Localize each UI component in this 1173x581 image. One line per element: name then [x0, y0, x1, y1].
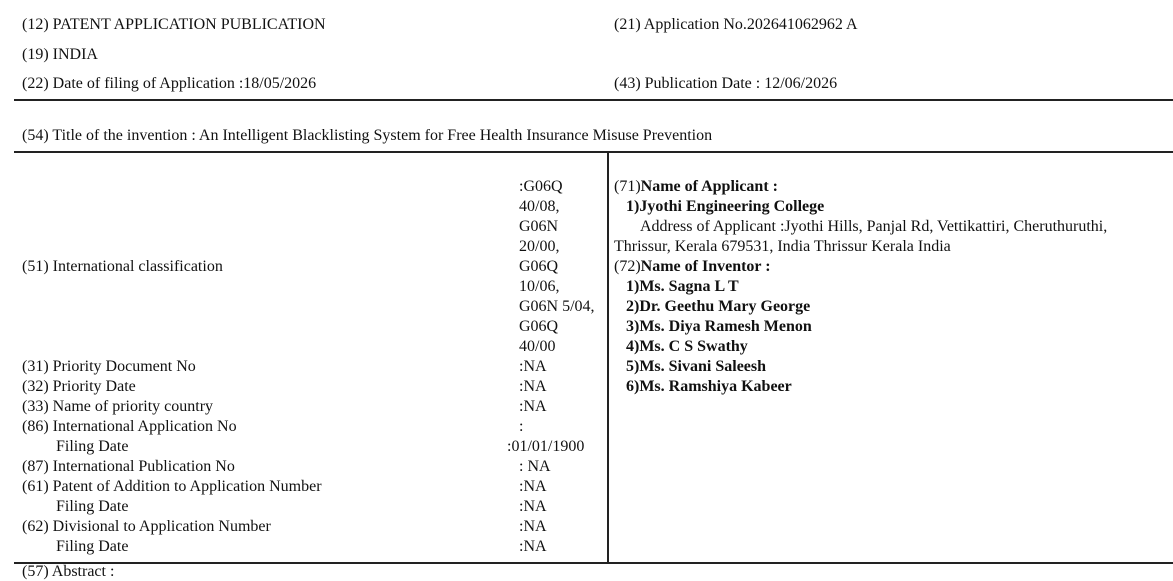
divider-title [14, 151, 1173, 153]
field-value: :NA [519, 518, 547, 535]
field-label: (87) International Publication No [22, 458, 235, 475]
field-value: : NA [519, 458, 551, 475]
field-value: :NA [519, 498, 547, 515]
publication-date: (43) Publication Date : 12/06/2026 [614, 75, 838, 92]
field-label: (33) Name of priority country [22, 398, 214, 415]
classification-line: G06Q [519, 258, 559, 275]
field-value: :01/01/1900 [507, 438, 585, 455]
applicant-code: (71) [614, 178, 641, 195]
field-label: (86) International Application No [22, 418, 237, 435]
inventor-name: 6)Ms. Ramshiya Kabeer [626, 378, 792, 395]
classification-line: :G06Q [519, 178, 563, 195]
inventor-name: 5)Ms. Sivani Saleesh [626, 358, 767, 375]
classification-line: G06N 5/04, [519, 298, 595, 315]
classification-line: G06Q [519, 318, 559, 335]
applicant-address: Address of Applicant :Jyothi Hills, Panjal Rd, Vettikattiri, Cheruthuruthi, [640, 218, 1108, 235]
classification-line: 20/00, [519, 238, 560, 255]
field-value: :NA [519, 538, 547, 555]
classification-line: 10/06, [519, 278, 560, 295]
field-label: (61) Patent of Addition to Application Number [22, 478, 322, 495]
field-value: :NA [519, 378, 547, 395]
field-label: (31) Priority Document No [22, 358, 196, 375]
field-label: (32) Priority Date [22, 378, 136, 395]
field-label: (62) Divisional to Application Number [22, 518, 271, 535]
field-value: :NA [519, 398, 547, 415]
inventor-heading-text: Name of Inventor : [640, 258, 771, 275]
field-value: :NA [519, 358, 547, 375]
inventor-name: 1)Ms. Sagna L T [626, 278, 739, 295]
country: (19) INDIA [22, 46, 98, 63]
inventor-heading [614, 258, 771, 276]
filing-date: (22) Date of filing of Application :18/05/2026 [22, 75, 317, 92]
classification-label: (51) International classification [22, 258, 223, 275]
applicant-heading [614, 178, 778, 196]
abstract-heading: (57) Abstract : [22, 563, 115, 580]
field-label: Filing Date [56, 498, 129, 515]
inventor-code: (72) [614, 258, 641, 275]
applicant-address-cont: Thrissur, Kerala 679531, India Thrissur Kerala India [614, 238, 951, 255]
applicant-heading-text: Name of Applicant : [640, 178, 778, 195]
classification-line: 40/08, [519, 198, 560, 215]
column-divider [607, 152, 609, 563]
divider-bottom [14, 562, 1173, 564]
application-number: (21) Application No.202641062962 A [614, 16, 858, 33]
field-label: Filing Date [56, 538, 129, 555]
field-value: :NA [519, 478, 547, 495]
classification-line: 40/00 [519, 338, 556, 355]
divider-top [14, 99, 1173, 101]
field-label: Filing Date [56, 438, 129, 455]
publication-type: (12) PATENT APPLICATION PUBLICATION [22, 16, 326, 33]
invention-title: (54) Title of the invention : An Intelligent Blacklisting System for Free Health Insurance Misuse Prevention [22, 127, 713, 144]
inventor-name: 2)Dr. Geethu Mary George [626, 298, 811, 315]
applicant-name: 1)Jyothi Engineering College [626, 198, 825, 215]
inventor-name: 4)Ms. C S Swathy [626, 338, 748, 355]
field-value: : [519, 418, 524, 435]
inventor-name: 3)Ms. Diya Ramesh Menon [626, 318, 812, 335]
classification-line: G06N [519, 218, 559, 235]
